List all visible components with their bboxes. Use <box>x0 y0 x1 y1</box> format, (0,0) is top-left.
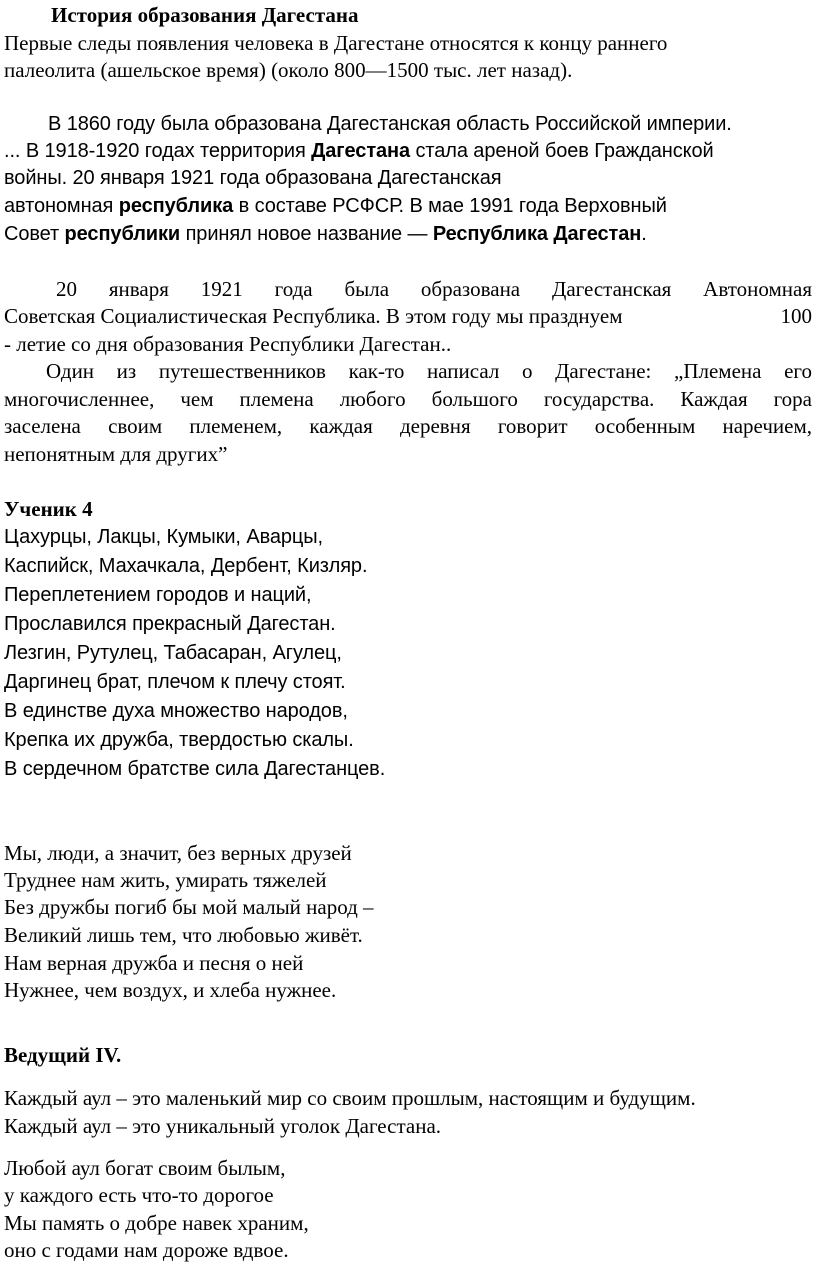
poem-line: Переплетением городов и наций, <box>4 584 312 606</box>
history-text: стала ареной боев Гражданской <box>410 140 714 162</box>
quote-text: Один из путешественников как-то написал о Дагестане: „Племена его <box>46 359 812 383</box>
history-line-2 <box>4 138 714 165</box>
history-line-3: войны. 20 января 1921 года образована Дагестанская <box>4 167 502 189</box>
anniversary-line-1 <box>4 276 812 303</box>
anniversary-number: 100 <box>780 304 812 328</box>
history-text: ... В 1918-1920 годах территория <box>4 140 312 162</box>
history-text: в составе РСФСР. В мае 1991 года Верховный <box>233 195 667 217</box>
poem2-line: Мы, люди, а значит, без верных друзей <box>4 841 352 865</box>
poem2-line: Нужнее, чем воздух, и хлеба нужнее. <box>4 978 337 1002</box>
poem2-line: Нам верная дружба и песня о ней <box>4 951 304 975</box>
history-line-1: В 1860 году была образована Дагестанская область Российской империи. <box>48 113 732 135</box>
intro-line-2: палеолита (ашельское время) (около 800—1500 тыс. лет назад). <box>4 58 573 82</box>
anniversary-line-2 <box>4 303 812 330</box>
poem2-line: Без дружбы погиб бы мой малый народ – <box>4 895 374 919</box>
poem2-line: Труднее нам жить, умирать тяжелей <box>4 868 327 892</box>
poem-line: Цахурцы, Лакцы, Кумыки, Аварцы, <box>4 526 323 548</box>
student4-heading: Ученик 4 <box>4 497 93 521</box>
history-line-5 <box>4 221 647 248</box>
poem3-line: оно с годами нам дороже вдвое. <box>4 1238 289 1262</box>
poem3-line: у каждого есть что-то дорогое <box>4 1183 274 1207</box>
history-text: принял новое название — <box>180 223 433 245</box>
poem-line: В сердечном братстве сила Дагестанцев. <box>4 758 386 780</box>
quote-line-4: непонятным для других” <box>4 442 228 466</box>
anniversary-text: Советская Социалистическая Республика. В этом году мы празднуем <box>4 304 623 328</box>
history-bold-new-name: Республика Дагестан <box>432 223 642 245</box>
host4-heading: Ведущий IV. <box>4 1043 122 1067</box>
quote-line-3: заселена своим племенем, каждая деревня говорит особенным наречием, <box>4 414 812 438</box>
poem-line: В единстве духа множество народов, <box>4 700 348 722</box>
history-text: автономная <box>4 195 119 217</box>
poem-line: Лезгин, Рутулец, Табасаран, Агулец, <box>4 642 342 664</box>
poem-line: Даргинец брат, плечом к плечу стоят. <box>4 671 346 693</box>
poem-line: Каспийск, Махачкала, Дербент, Кизляр. <box>4 555 368 577</box>
page-title: История образования Дагестана <box>51 3 359 27</box>
poem2-line: Великий лишь тем, что любовью живёт. <box>4 923 363 947</box>
host4-paragraph-1: Каждый аул – это маленький мир со своим прошлым, настоящим и будущим. <box>4 1086 696 1110</box>
poem3-line: Любой аул богат своим былым, <box>4 1156 286 1180</box>
anniversary-line-3: - летие со дня образования Республики Дагестан.. <box>4 332 452 356</box>
poem-line: Прославился прекрасный Дагестан. <box>4 613 336 635</box>
history-bold-republic-gen: республики <box>64 223 181 245</box>
anniversary-text: 20 января 1921 года была образована Дагестанская Автономная <box>56 277 812 301</box>
history-text: . <box>641 223 647 245</box>
quote-line-2: многочисленнее, чем племена любого большого государства. Каждая гора <box>4 387 812 411</box>
history-line-4 <box>4 193 667 220</box>
host4-paragraph-2: Каждый аул – это уникальный уголок Дагестана. <box>4 1114 442 1138</box>
poem-line: Крепка их дружба, твердостью скалы. <box>4 729 354 751</box>
history-bold-republic: республика <box>118 195 234 217</box>
history-bold-dagestan: Дагестана <box>311 140 411 162</box>
poem3-line: Мы память о добре навек храним, <box>4 1211 309 1235</box>
intro-line-1: Первые следы появления человека в Дагестане относятся к концу раннего <box>4 31 668 55</box>
history-text: Совет <box>4 223 65 245</box>
quote-line-1 <box>4 358 812 385</box>
